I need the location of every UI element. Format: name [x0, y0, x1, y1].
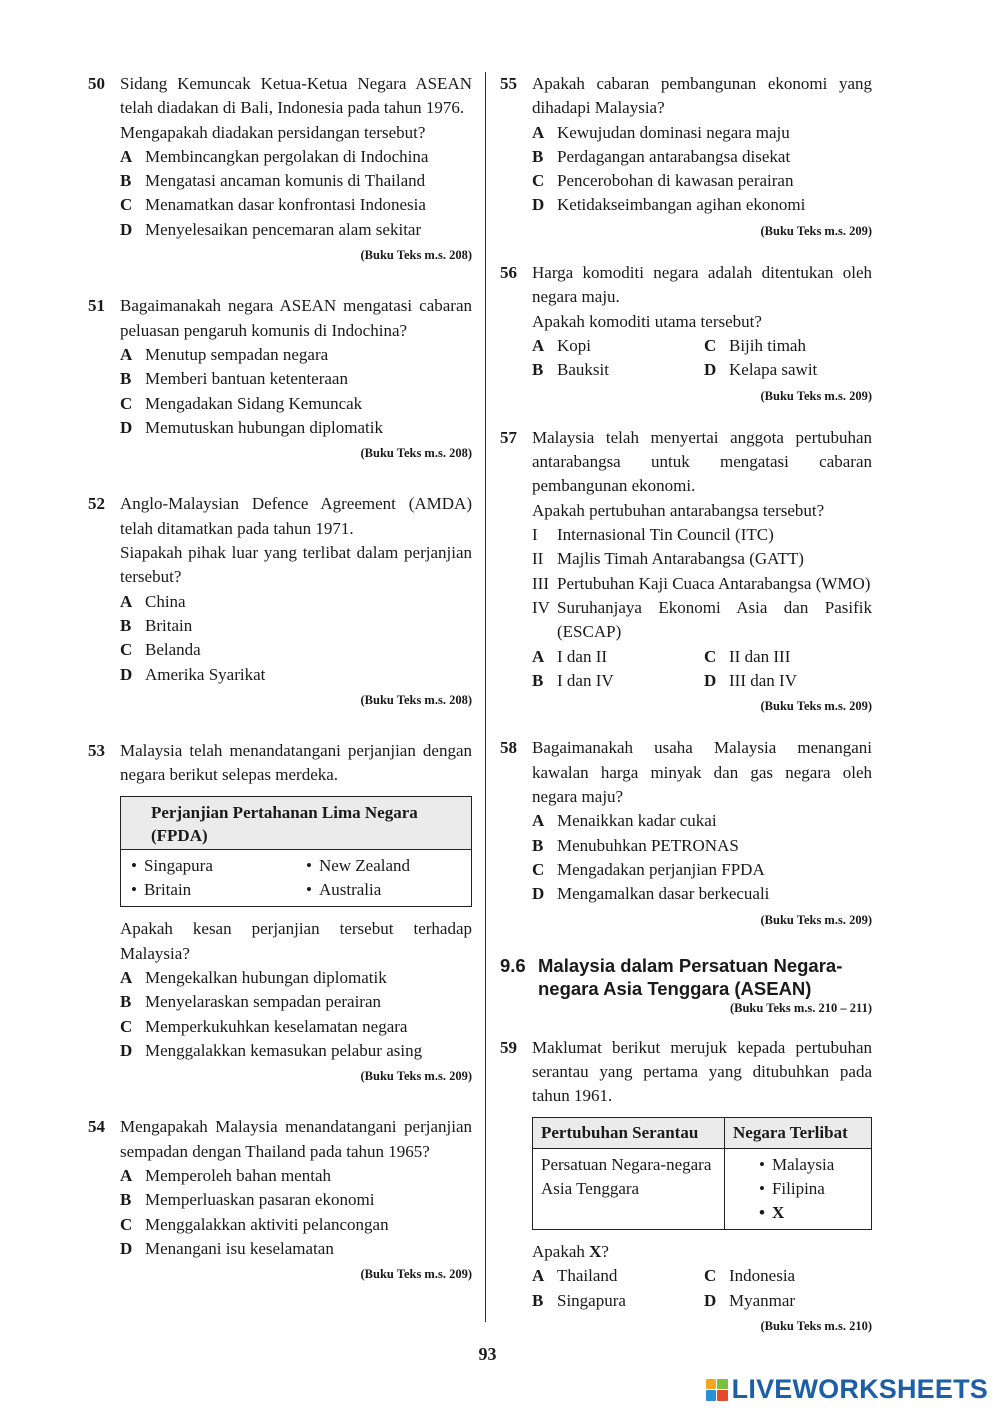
textbook-reference: (Buku Teks m.s. 209): [360, 1069, 472, 1084]
option-letter: C: [120, 1214, 133, 1234]
table-header: Pertubuhan Serantau: [533, 1117, 725, 1148]
option-text: Kopi: [557, 335, 591, 355]
option-letter: A: [120, 1165, 133, 1185]
option-letter: C: [532, 859, 545, 879]
option-text: I dan II: [557, 646, 608, 666]
option-letter: B: [532, 670, 544, 690]
question-text: Siapakah pihak luar yang terlibat dalam perjanjian tersebut?: [120, 543, 472, 587]
option-letter: D: [120, 417, 133, 437]
question-52: [88, 492, 472, 712]
question-number: 57: [500, 427, 517, 447]
liveworksheets-watermark: [706, 1374, 988, 1405]
option-letter: A: [532, 1266, 545, 1286]
option-c[interactable]: [120, 193, 472, 217]
info-box-title: Perjanjian Pertahanan Lima Negara (FPDA): [121, 797, 471, 850]
option-text: Menyelesaikan pencemaran alam sekitar: [145, 219, 422, 239]
option-letter: B: [120, 171, 132, 191]
option-text: Menamatkan dasar konfrontasi Indonesia: [145, 195, 426, 215]
option-text: Memberi bantuan ketenteraan: [145, 369, 348, 389]
statement-text: Pertubuhan Kaji Cuaca Antarabangsa (WMO): [557, 573, 871, 593]
country-item: • New Zealand: [306, 854, 461, 878]
option-c[interactable]: [120, 638, 472, 662]
question-number: 53: [88, 741, 105, 761]
option-letter: C: [120, 195, 133, 215]
question-56: [500, 261, 872, 408]
option-text: Mengatasi ancaman komunis di Thailand: [145, 171, 426, 191]
option-letter: C: [120, 393, 133, 413]
table-row: [533, 1148, 872, 1229]
option-letter: B: [120, 1190, 132, 1210]
statement-text: Internasional Tin Council (ITC): [557, 525, 774, 545]
textbook-reference: (Buku Teks m.s. 209): [360, 1267, 472, 1282]
textbook-reference: (Buku Teks m.s. 208): [360, 692, 472, 707]
option-letter: C: [704, 646, 717, 666]
question-text: Apakah komoditi utama tersebut?: [532, 311, 762, 331]
textbook-reference: (Buku Teks m.s. 209): [760, 699, 872, 714]
option-text: II dan III: [729, 646, 791, 666]
option-c[interactable]: [704, 1264, 872, 1288]
option-text: Ketidakseimbangan agihan ekonomi: [557, 195, 806, 215]
statement-numeral: II: [532, 549, 544, 569]
statement-numeral: IV: [532, 597, 550, 617]
option-b[interactable]: [120, 1188, 472, 1212]
option-text: Memperluaskan pasaran ekonomi: [145, 1190, 375, 1210]
option-letter: C: [704, 335, 717, 355]
statement-numeral: III: [532, 573, 549, 593]
option-text: Myanmar: [729, 1290, 796, 1310]
option-letter: A: [120, 146, 133, 166]
option-letter: D: [120, 1040, 133, 1060]
question-stem: Apakah cabaran pembangunan ekonomi yang dihadapi Malaysia?: [532, 74, 872, 118]
option-text: Belanda: [145, 640, 201, 660]
option-letter: A: [120, 591, 133, 611]
option-text: Kewujudan dominasi negara maju: [557, 122, 790, 142]
option-letter: B: [120, 615, 132, 635]
textbook-reference: (Buku Teks m.s. 209): [760, 912, 872, 927]
option-text: Membincangkan pergolakan di Indochina: [145, 146, 429, 166]
options: [120, 145, 472, 242]
question-number: 55: [500, 74, 517, 93]
right-column: [500, 72, 872, 1338]
question-stem: Malaysia telah menyertai anggota pertubuhan antarabangsa untuk mengatasi cabaran pembangunan ekonomi.: [532, 427, 872, 496]
option-d[interactable]: [532, 882, 872, 906]
question-50: [88, 72, 472, 267]
logo-square: [706, 1379, 716, 1389]
question-text: Mengapakah diadakan persidangan tersebut?: [120, 122, 426, 142]
option-letter: B: [120, 992, 132, 1012]
option-c[interactable]: [532, 169, 872, 193]
option-text: Kelapa sawit: [729, 360, 818, 380]
page-number: 93: [478, 1344, 497, 1364]
table-cell-organisation: Persatuan Negara-negara Asia Tenggara: [533, 1148, 725, 1229]
option-letter: D: [532, 884, 545, 904]
option-text: Menyelaraskan sempadan perairan: [145, 992, 381, 1012]
statement-text: Suruhanjaya Ekonomi Asia dan Pasifik (ESCAP): [557, 597, 872, 642]
option-letter: C: [532, 171, 545, 191]
option-text: Britain: [145, 615, 193, 635]
column-divider: [485, 72, 486, 1322]
logo-square: [706, 1390, 716, 1400]
option-b[interactable]: [532, 358, 704, 382]
option-d[interactable]: [532, 193, 872, 217]
question-text: Apakah pertubuhan antarabangsa tersebut?: [532, 500, 825, 520]
option-d[interactable]: [704, 358, 872, 382]
question-stem: Maklumat berikut merujuk kepada pertubuhan serantau yang pertama yang ditubuhkan pada tahun 1961.: [532, 1037, 872, 1106]
country-item: • Singapura: [131, 854, 306, 878]
country-item: • Malaysia: [733, 1153, 863, 1177]
question-57: [500, 426, 872, 719]
option-text: III dan IV: [729, 670, 797, 690]
question-stem: Anglo-Malaysian Defence Agreement (AMDA) telah ditamatkan pada tahun 1971.: [120, 494, 472, 538]
option-text: Indonesia: [729, 1266, 796, 1286]
option-b[interactable]: [532, 669, 704, 693]
option-letter: C: [120, 640, 133, 660]
statement-text: Majlis Timah Antarabangsa (GATT): [557, 549, 804, 569]
question-number: 59: [500, 1037, 517, 1057]
question-stem: Bagaimanakah negara ASEAN mengatasi cabaran peluasan pengaruh komunis di Indochina?: [120, 296, 472, 340]
logo-square: [717, 1379, 727, 1389]
table-cell-countries: [725, 1148, 872, 1229]
option-letter: D: [120, 664, 133, 684]
option-letter: C: [704, 1266, 717, 1286]
option-letter: D: [704, 670, 717, 690]
statement-ii: [532, 547, 872, 571]
section-heading: [500, 954, 872, 1000]
option-d[interactable]: [120, 1039, 472, 1063]
option-text: Menggalakkan aktiviti pelancongan: [145, 1214, 389, 1234]
statement-numeral: I: [532, 525, 538, 545]
option-letter: A: [532, 122, 545, 142]
option-text: Memutuskan hubungan diplomatik: [145, 417, 383, 437]
textbook-reference: (Buku Teks m.s. 209): [760, 223, 872, 238]
option-text: China: [145, 591, 186, 611]
option-letter: A: [532, 335, 545, 355]
statement-i: [532, 523, 872, 547]
option-text: Memperkukuhkan keselamatan negara: [145, 1016, 408, 1036]
options: [120, 343, 472, 440]
option-c[interactable]: [532, 858, 872, 882]
option-text: Bijih timah: [729, 335, 806, 355]
question-stem: Mengapakah Malaysia menandatangani perjanjian sempadan dengan Thailand pada tahun 1965?: [120, 1117, 472, 1161]
option-a[interactable]: [532, 645, 704, 669]
option-a[interactable]: [120, 966, 472, 990]
option-c[interactable]: [120, 392, 472, 416]
option-text: Amerika Syarikat: [145, 664, 266, 684]
country-item: • Australia: [306, 878, 461, 902]
section-number: 9.6: [500, 954, 526, 976]
question-stem: Malaysia telah menandatangani perjanjian dengan negara berikut selepas merdeka.: [120, 741, 472, 785]
option-a[interactable]: [532, 121, 872, 145]
option-c[interactable]: [120, 1213, 472, 1237]
option-d[interactable]: [120, 1237, 472, 1261]
question-58: [500, 736, 872, 931]
option-c[interactable]: [120, 1015, 472, 1039]
question-51: [88, 294, 472, 465]
statement-iv: [532, 596, 872, 645]
option-letter: D: [120, 219, 133, 239]
liveworksheets-logo-icon: [706, 1379, 728, 1401]
question-text: Apakah kesan perjanjian tersebut terhadap Malaysia?: [120, 919, 472, 963]
question-variable: X: [589, 1241, 602, 1261]
option-text: Bauksit: [557, 360, 609, 380]
option-letter: D: [532, 195, 545, 215]
option-a[interactable]: [532, 334, 704, 358]
option-a[interactable]: [120, 1164, 472, 1188]
option-c[interactable]: [704, 334, 872, 358]
option-d[interactable]: [704, 669, 872, 693]
question-59: [500, 1036, 872, 1338]
option-b[interactable]: [120, 367, 472, 391]
option-text: Thailand: [557, 1266, 618, 1286]
fpda-info-box: [120, 796, 472, 908]
option-text: Menaikkan kadar cukai: [557, 811, 717, 831]
options: [120, 1164, 472, 1261]
option-text: I dan IV: [557, 670, 614, 690]
option-b[interactable]: [532, 834, 872, 858]
options: [120, 590, 472, 687]
question-number: 58: [500, 738, 517, 758]
option-a[interactable]: [532, 1264, 704, 1288]
option-letter: A: [120, 344, 133, 364]
option-text: Pencerobohan di kawasan perairan: [557, 171, 794, 191]
option-letter: B: [532, 835, 544, 855]
option-b[interactable]: [120, 614, 472, 638]
question-suffix: ?: [601, 1241, 609, 1261]
option-text: Menutup sempadan negara: [145, 344, 329, 364]
option-a[interactable]: [120, 590, 472, 614]
textbook-reference: (Buku Teks m.s. 209): [760, 388, 872, 403]
textbook-reference: (Buku Teks m.s. 208): [360, 446, 472, 461]
option-letter: B: [532, 1290, 544, 1310]
option-b[interactable]: [532, 1289, 704, 1313]
option-text: Mengadakan perjanjian FPDA: [557, 859, 765, 879]
options: [532, 1264, 872, 1313]
question-54: [88, 1115, 472, 1286]
regional-organisation-table: [532, 1117, 872, 1230]
option-text: Perdagangan antarabangsa disekat: [557, 146, 791, 166]
question-number: 54: [88, 1117, 105, 1137]
option-d[interactable]: [120, 416, 472, 440]
textbook-reference: (Buku Teks m.s. 208): [360, 248, 472, 263]
option-b[interactable]: [120, 169, 472, 193]
option-letter: B: [532, 360, 544, 380]
option-b[interactable]: [120, 990, 472, 1014]
options: [532, 334, 872, 383]
option-letter: B: [532, 146, 544, 166]
option-d[interactable]: [704, 1289, 872, 1313]
option-text: Mengekalkan hubungan diplomatik: [145, 967, 387, 987]
option-letter: D: [704, 360, 717, 380]
question-number: 51: [88, 296, 105, 316]
statements: [532, 523, 872, 644]
watermark-text: LIVEWORKSHEETS: [731, 1374, 988, 1404]
option-letter: B: [120, 369, 132, 389]
option-letter: D: [120, 1238, 133, 1258]
option-d[interactable]: [120, 663, 472, 687]
question-stem: Harga komoditi negara adalah ditentukan oleh negara maju.: [532, 263, 872, 307]
options: [120, 966, 472, 1063]
option-text: Menggalakkan kemasukan pelabur asing: [145, 1040, 423, 1060]
options: [532, 809, 872, 906]
question-number: 52: [88, 494, 105, 514]
option-b[interactable]: [532, 145, 872, 169]
option-c[interactable]: [704, 645, 872, 669]
country-item: • Britain: [131, 878, 306, 902]
option-a[interactable]: [120, 145, 472, 169]
options: [532, 121, 872, 218]
question-text: [532, 1240, 872, 1264]
question-stem: Bagaimanakah usaha Malaysia menangani kawalan harga minyak dan gas negara oleh negara maju?: [532, 738, 872, 807]
info-box-body: [121, 850, 471, 907]
option-letter: D: [704, 1290, 717, 1310]
option-text: Menubuhkan PETRONAS: [557, 835, 739, 855]
left-column: [88, 72, 472, 1286]
question-stem: Sidang Kemuncak Ketua-Ketua Negara ASEAN telah diadakan di Bali, Indonesia pada tahun 1976.: [120, 74, 472, 118]
option-letter: A: [532, 811, 545, 831]
option-text: Singapura: [557, 1290, 626, 1310]
question-53: [88, 739, 472, 1088]
option-text: Memperoleh bahan mentah: [145, 1165, 331, 1185]
logo-square: [717, 1390, 727, 1400]
section-reference: (Buku Teks m.s. 210 – 211): [729, 1000, 872, 1015]
option-letter: A: [120, 967, 133, 987]
option-text: Mengadakan Sidang Kemuncak: [145, 393, 363, 413]
question-number: 56: [500, 263, 517, 283]
textbook-reference: (Buku Teks m.s. 210): [760, 1318, 872, 1333]
table-header: Negara Terlibat: [725, 1117, 872, 1148]
option-letter: A: [532, 646, 545, 666]
country-item-x: • X: [733, 1201, 863, 1225]
option-a[interactable]: [532, 809, 872, 833]
question-number: 50: [88, 74, 105, 93]
country-item: • Filipina: [733, 1177, 863, 1201]
question-55: [500, 72, 872, 243]
section-title: Malaysia dalam Persatuan Negara-negara Asia Tenggara (ASEAN): [538, 954, 843, 999]
option-letter: C: [120, 1016, 133, 1036]
statement-iii: [532, 572, 872, 596]
question-prefix: Apakah: [532, 1241, 590, 1261]
options: [532, 645, 872, 694]
option-text: Menangani isu keselamatan: [145, 1238, 334, 1258]
option-a[interactable]: [120, 343, 472, 367]
option-text: Mengamalkan dasar berkecuali: [557, 884, 770, 904]
option-d[interactable]: [120, 218, 472, 242]
